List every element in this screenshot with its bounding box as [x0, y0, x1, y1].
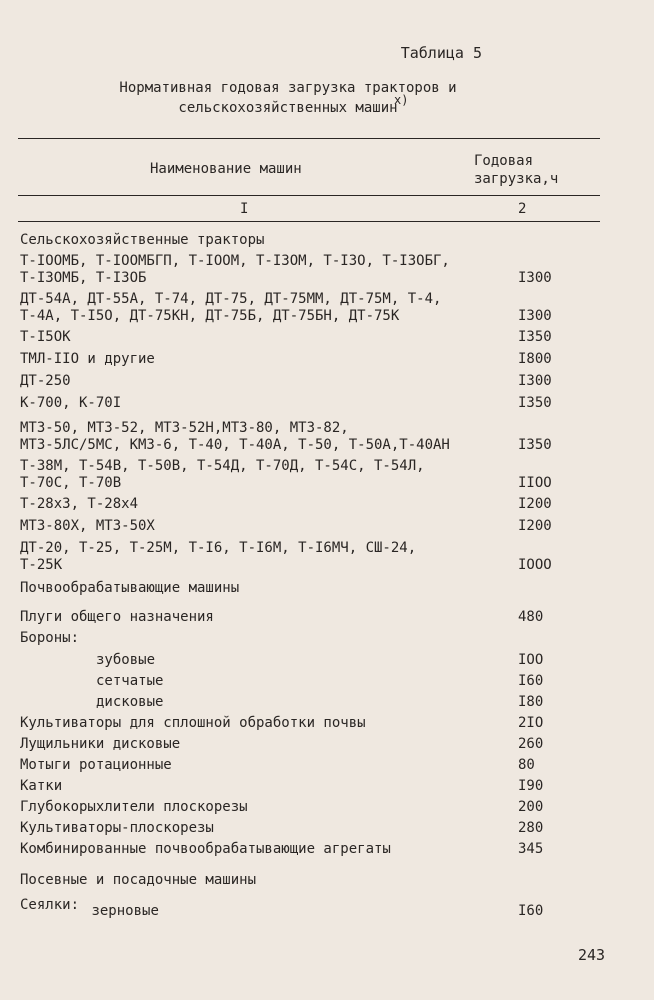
- row-name: ДТ-250: [20, 373, 71, 389]
- row-value: IOOO: [518, 557, 552, 573]
- row-name: МТЗ-80Х, МТЗ-50Х: [20, 518, 155, 534]
- row-value: I350: [518, 437, 552, 453]
- top-rule: [18, 138, 600, 139]
- row-name-line: ДТ-54А, ДТ-55А, Т-74, ДТ-75, ДТ-75ММ, ДТ-75М, Т-4,: [20, 291, 442, 307]
- row-value: 80: [518, 757, 535, 773]
- table-row: [20, 420, 600, 454]
- row-value: I300: [518, 373, 552, 389]
- section-heading-soil: Почвообрабатывающие машины: [20, 580, 240, 596]
- row-name: дисковые: [96, 694, 164, 710]
- row-value: 200: [518, 799, 544, 815]
- table-row: [20, 373, 600, 390]
- row-value: IOO: [518, 652, 544, 668]
- row-name-line: Т-38М, Т-54В, Т-50В, Т-54Д, Т-70Д, Т-54С, Т-54Л,: [20, 458, 425, 474]
- table-row: [20, 652, 600, 669]
- row-value: I300: [518, 270, 552, 286]
- row-value: I350: [518, 329, 552, 345]
- row-name: Плуги общего назначения: [20, 609, 214, 625]
- table-row: [20, 736, 600, 753]
- row-name: Мотыги ротационные: [20, 757, 172, 773]
- row-name-line: Т-4А, Т-I5O, ДТ-75КН, ДТ-75Б, ДТ-75БН, ДТ-75К: [20, 308, 400, 324]
- row-value: I90: [518, 778, 544, 794]
- row-name: [20, 540, 510, 574]
- row-name: Лущильники дисковые: [20, 736, 181, 752]
- table-row: [20, 799, 600, 816]
- row-name-line: МТЗ-50, МТЗ-52, МТЗ-52Н,МТЗ-80, МТЗ-82,: [20, 420, 349, 436]
- row-value: I800: [518, 351, 552, 367]
- row-name-line: Т-70С, Т-70В: [20, 475, 122, 491]
- row-name: Катки: [20, 778, 63, 794]
- page-number: 243: [578, 946, 606, 964]
- row-name: Комбинированные почвообрабатывающие агрегаты: [20, 841, 391, 857]
- row-value: IIOO: [518, 475, 552, 491]
- row-name: Глубокорыхлители плоскорезы: [20, 799, 248, 815]
- row-name: ТМЛ-IIO и другие: [20, 351, 155, 367]
- title-line-1: Нормативная годовая загрузка тракторов и: [119, 80, 457, 96]
- row-name-line: Т-25К: [20, 557, 63, 573]
- seeders-label: Сеялки:: [20, 897, 80, 913]
- table-row: [20, 820, 600, 837]
- row-name: Т-28х3, Т-28х4: [20, 496, 139, 512]
- table-row: [20, 518, 600, 535]
- row-name: Культиваторы для сплошной обработки почвы: [20, 715, 366, 731]
- header-load-line-2: загрузка,ч: [474, 171, 559, 187]
- row-name: [20, 458, 510, 492]
- table-row: [20, 351, 600, 368]
- row-name-line: ДТ-20, Т-25, Т-25М, Т-I6, Т-I6М, Т-I6МЧ, СШ-24,: [20, 540, 417, 556]
- row-name: Т-I5OК: [20, 329, 71, 345]
- table-row: [20, 496, 600, 513]
- header-load-column: [474, 152, 604, 188]
- table-row: [20, 715, 600, 732]
- column-number-1: I: [240, 201, 249, 217]
- header-name-column: Наименование машин: [150, 161, 302, 177]
- row-value: 260: [518, 736, 544, 752]
- table-row: [20, 757, 600, 774]
- column-number-2: 2: [518, 201, 527, 217]
- row-value: 345: [518, 841, 544, 857]
- table-row: [20, 253, 600, 287]
- seeders-type: зерновые: [91, 903, 159, 919]
- table-row: [20, 673, 600, 690]
- row-value: I200: [518, 496, 552, 512]
- table-row: [20, 841, 600, 858]
- column-numbers-rule: [18, 221, 600, 222]
- row-name: зубовые: [96, 652, 156, 668]
- table-row: [20, 395, 600, 412]
- row-value: I80: [518, 694, 544, 710]
- row-name: Культиваторы-плоскорезы: [20, 820, 214, 836]
- row-name-line: Т-IOOМБ, Т-IOOМБГП, Т-IOOМ, Т-I3OМ, Т-I3O, Т-I3OБГ,: [20, 253, 450, 269]
- row-value: I350: [518, 395, 552, 411]
- row-name: сетчатые: [96, 673, 164, 689]
- table-row: [20, 291, 600, 325]
- table-row: [20, 694, 600, 711]
- section-heading-sowing: Посевные и посадочные машины: [20, 872, 257, 888]
- row-value: I60: [518, 903, 544, 919]
- title-line-2: сельскохозяйственных машин: [178, 100, 398, 116]
- table-body: [20, 232, 600, 920]
- row-value: 2IO: [518, 715, 544, 731]
- header-rule: [18, 195, 600, 196]
- table-row: [20, 329, 600, 346]
- table-label: Таблица 5: [400, 44, 482, 62]
- table-row: [20, 458, 600, 492]
- table-row: [20, 540, 600, 574]
- table-row: [20, 609, 600, 626]
- row-name: [20, 897, 510, 920]
- row-name: К-700, К-70I: [20, 395, 122, 411]
- header-load-line-1: Годовая: [474, 153, 534, 169]
- row-name-line: МТЗ-5ЛС/5МС, КМЗ-6, Т-40, Т-40А, Т-50, Т-50А,Т-40АН: [20, 437, 450, 453]
- row-value: I200: [518, 518, 552, 534]
- section-heading-tractors: Сельскохозяйственные тракторы: [20, 232, 265, 248]
- row-name-line: Т-I3OМБ, Т-I3OБ: [20, 270, 147, 286]
- harrows-label: Бороны:: [20, 630, 80, 646]
- table-title: [88, 78, 488, 118]
- row-value: I300: [518, 308, 552, 324]
- row-name: [20, 253, 510, 287]
- table-row: [20, 778, 600, 795]
- row-value: 480: [518, 609, 544, 625]
- table-row: [20, 897, 600, 920]
- row-name: [20, 420, 510, 454]
- title-footnote-mark: x): [394, 93, 409, 107]
- row-name: [20, 291, 510, 325]
- row-value: I60: [518, 673, 544, 689]
- row-value: 280: [518, 820, 544, 836]
